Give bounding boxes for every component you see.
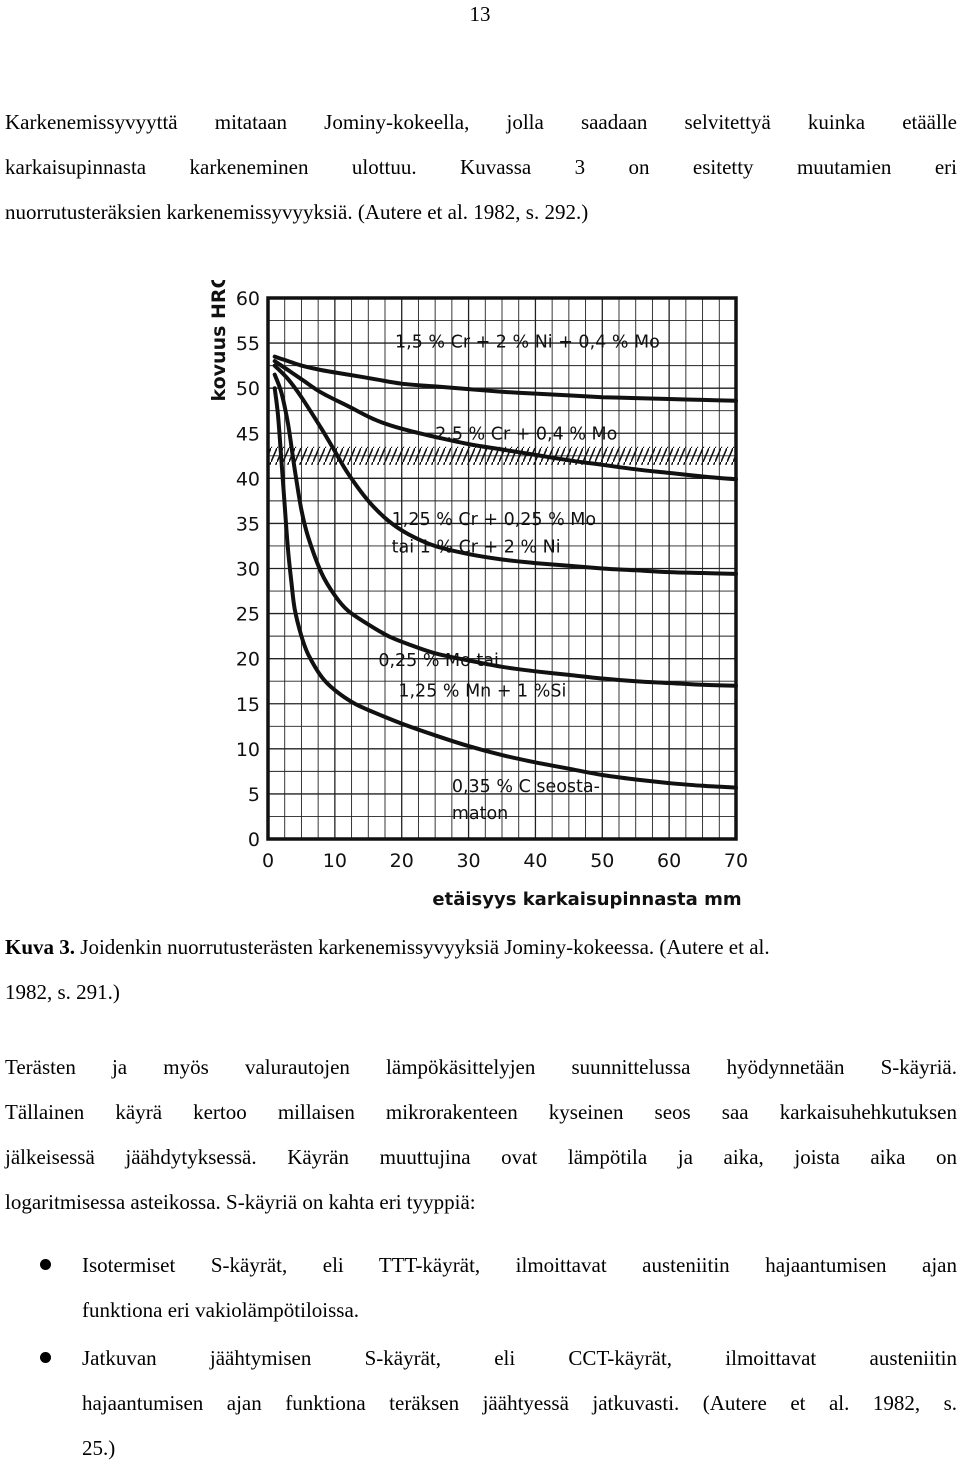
caption-text-continued: 1982, s. 291.) [5,980,120,1004]
text-line: Isotermiset S-käyrät, eli TTT-käyrät, ilmoittavat austeniitin hajaantumisen ajan [82,1253,957,1277]
text-line: jälkeisessä jäähdytyksessä. Käyrän muuttujina ovat lämpötila ja aika, joista aika on [5,1145,957,1169]
text-line: hajaantumisen ajan funktiona teräksen jäähtyessä jatkuvasti. (Autere et al. 1982, s. [82,1391,957,1415]
text-line: Karkenemissyvyyttä mitataan Jominy-kokeella, jolla saadaan selvitettyä kuinka etäälle [5,110,957,134]
y-tick-label: 55 [235,333,260,356]
annotation-label: 2,5 % Cr + 0,4 % Mo [435,424,618,445]
y-tick-label: 45 [235,423,260,446]
text-line: Jatkuvan jäähtymisen S-käyrät, eli CCT-käyrät, ilmoittavat austeniitin [82,1346,957,1370]
caption-text: Joidenkin nuorrutusterästen karkenemissyvyyksiä Jominy-kokeessa. (Autere et al. [75,935,770,959]
y-tick-label: 30 [235,558,260,581]
chart-grid [268,298,736,839]
y-tick-label: 10 [235,738,260,761]
x-tick-label: 40 [523,850,548,872]
annotation-label: 1,25 % Cr + 0,25 % Mo [391,510,597,531]
bullet-icon [40,1259,51,1270]
series-line-1 [275,357,736,401]
annotation-label: tai 1 % Cr + 2 % Ni [391,537,561,558]
x-tick-label: 20 [389,850,414,872]
x-tick-label: 30 [456,850,481,872]
chart-svg [205,280,755,920]
annotation-label: 1,5 % Cr + 2 % Ni + 0,4 % Mo [395,332,660,353]
s-curve-paragraph [5,1045,957,1225]
x-axis-label: etäisyys karkaisupinnasta mm [432,889,742,910]
y-tick-label: 35 [235,513,260,536]
annotation-label: 1,25 % Mn + 1 %Si [398,681,567,702]
figure-caption [5,925,957,1015]
text-line: Terästen ja myös valurautojen lämpökäsittelyjen suunnittelussa hyödynnetään S-käyriä. [5,1055,957,1079]
bullet-icon [40,1352,51,1363]
text-line: Tällainen käyrä kertoo millaisen mikrorakenteen kyseinen seos saa karkaisuhehkutuksen [5,1100,957,1124]
chart-series [275,357,736,788]
y-tick-label: 0 [247,829,260,851]
caption-label: Kuva 3. [5,935,76,959]
y-tick-label: 20 [235,648,260,671]
y-tick-label: 5 [247,783,260,806]
text-line: karkaisupinnasta karkeneminen ulottuu. Kuvassa 3 on esitetty muutamien eri [5,155,957,179]
x-tick-label: 10 [322,850,347,872]
page-number: 13 [469,2,491,26]
text-line: nuorrutusteräksien karkenemissyvyyksiä. (Autere et al. 1982, s. 292.) [5,200,589,224]
annotation-label: 0,25 % Mo tai [378,650,499,671]
text-line: 25.) [82,1436,116,1460]
text-line: funktiona eri vakiolämpötiloissa. [82,1298,360,1322]
x-tick-label: 60 [657,850,682,872]
y-tick-label: 50 [235,378,260,401]
x-tick-label: 0 [261,850,275,872]
y-axis-label: kovuus HRC [208,280,230,402]
intro-paragraph [5,100,957,235]
x-tick-label: 70 [723,850,749,872]
y-tick-label: 40 [235,468,260,491]
y-tick-label: 60 [235,288,260,310]
annotation-label: 0,35 % C seosta- [451,777,600,798]
text-line: logaritmisessa asteikossa. S-käyriä on kahta eri tyyppiä: [5,1190,476,1214]
jominy-hardenability-chart [205,280,755,920]
y-tick-label: 15 [235,693,260,716]
y-tick-label: 25 [235,603,260,626]
annotation-label: maton [451,804,509,825]
x-tick-label: 50 [590,850,615,872]
